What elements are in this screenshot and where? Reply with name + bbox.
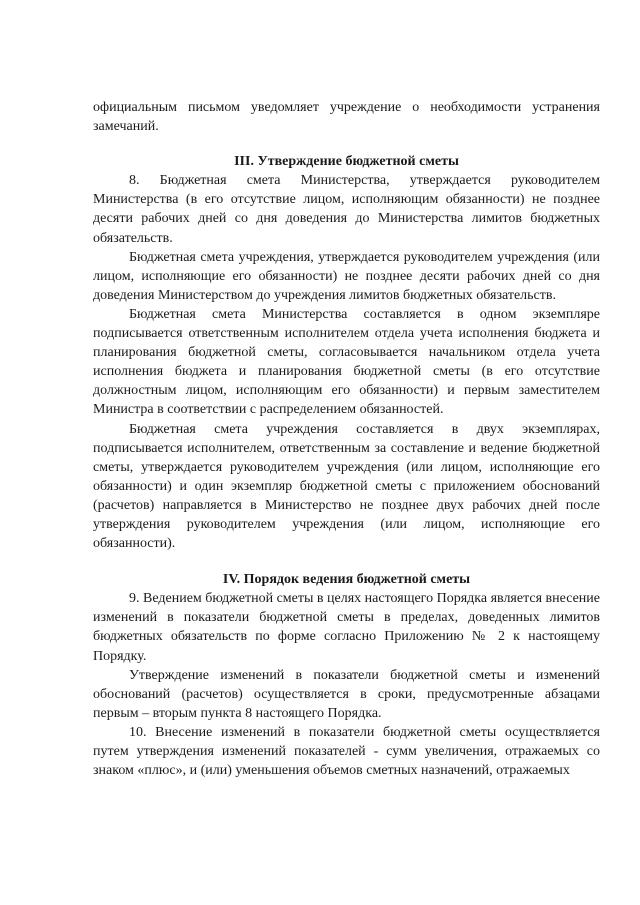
paragraph-9: 9. Ведением бюджетной сметы в целях настоящего Порядка является внесение изменений в показатели бюджетной сметы в пределах, доведенных лимитов бюджетных обязательств по форме согласно Приложению № 2 к настоящему Порядку. — [93, 591, 600, 664]
paragraph-10: 10. Внесение изменений в показатели бюджетной сметы осуществляется путем утверждения изменений показателей - сумм увеличения, отражаемых со знаком «плюс», и (или) уменьшения объемов сметных назначений, отражаемых — [93, 724, 600, 779]
continuation-paragraph: официальным письмом уведомляет учреждение о необходимости устранения замечаний. — [93, 100, 600, 135]
paragraph-8: 8. Бюджетная смета Министерства, утверждается руководителем Министерства (в его отсутствие лицом, исполняющим обязанности) не позднее десяти рабочих дней со дня доведения до Министерства лимитов бюджетных обязательств. — [93, 173, 600, 246]
paragraph-8-4: Бюджетная смета учреждения составляется в двух экземплярах, подписывается исполнителем, ответственным за составление и ведение бюджетной сметы, утверждается руководителем учреждения (или лицом, исполняющие его обязанности) и один экземпляр бюджетной сметы с приложением обоснований (расчетов) направляется в Министерство не позднее двух рабочих дней после утверждения руководителем учреждения (или лицом, исполняющие его обязанности). — [93, 421, 600, 552]
paragraph-8-2: Бюджетная смета учреждения, утверждается руководителем учреждения (или лицом, исполняющие его обязанности) не позднее десяти рабочих дней со дня доведения Министерством до учреждения лимитов бюджетных обязательств. — [93, 249, 600, 303]
section-heading-3: III. Утверждение бюджетной сметы — [234, 154, 459, 170]
paragraph-9-2: Утверждение изменений в показатели бюджетной сметы и изменений обоснований (расчетов) осуществляется в сроки, предусмотренные абзацами первым – вторым пункта 8 настоящего Порядка. — [93, 667, 600, 721]
paragraph-8-3: Бюджетная смета Министерства составляется в одном экземпляре подписывается ответственным исполнителем отдела учета исполнения бюджета и планирования бюджетной сметы, согласовывается начальником отдела учета исполнения бюджета и планирования бюджетной сметы (в его отсутствие должностным лицом, исполняющим его обязанности) и первым заместителем Министра в соответствии с распределением обязанностей. — [93, 306, 600, 418]
section-heading-4: IV. Порядок ведения бюджетной сметы — [222, 572, 471, 588]
